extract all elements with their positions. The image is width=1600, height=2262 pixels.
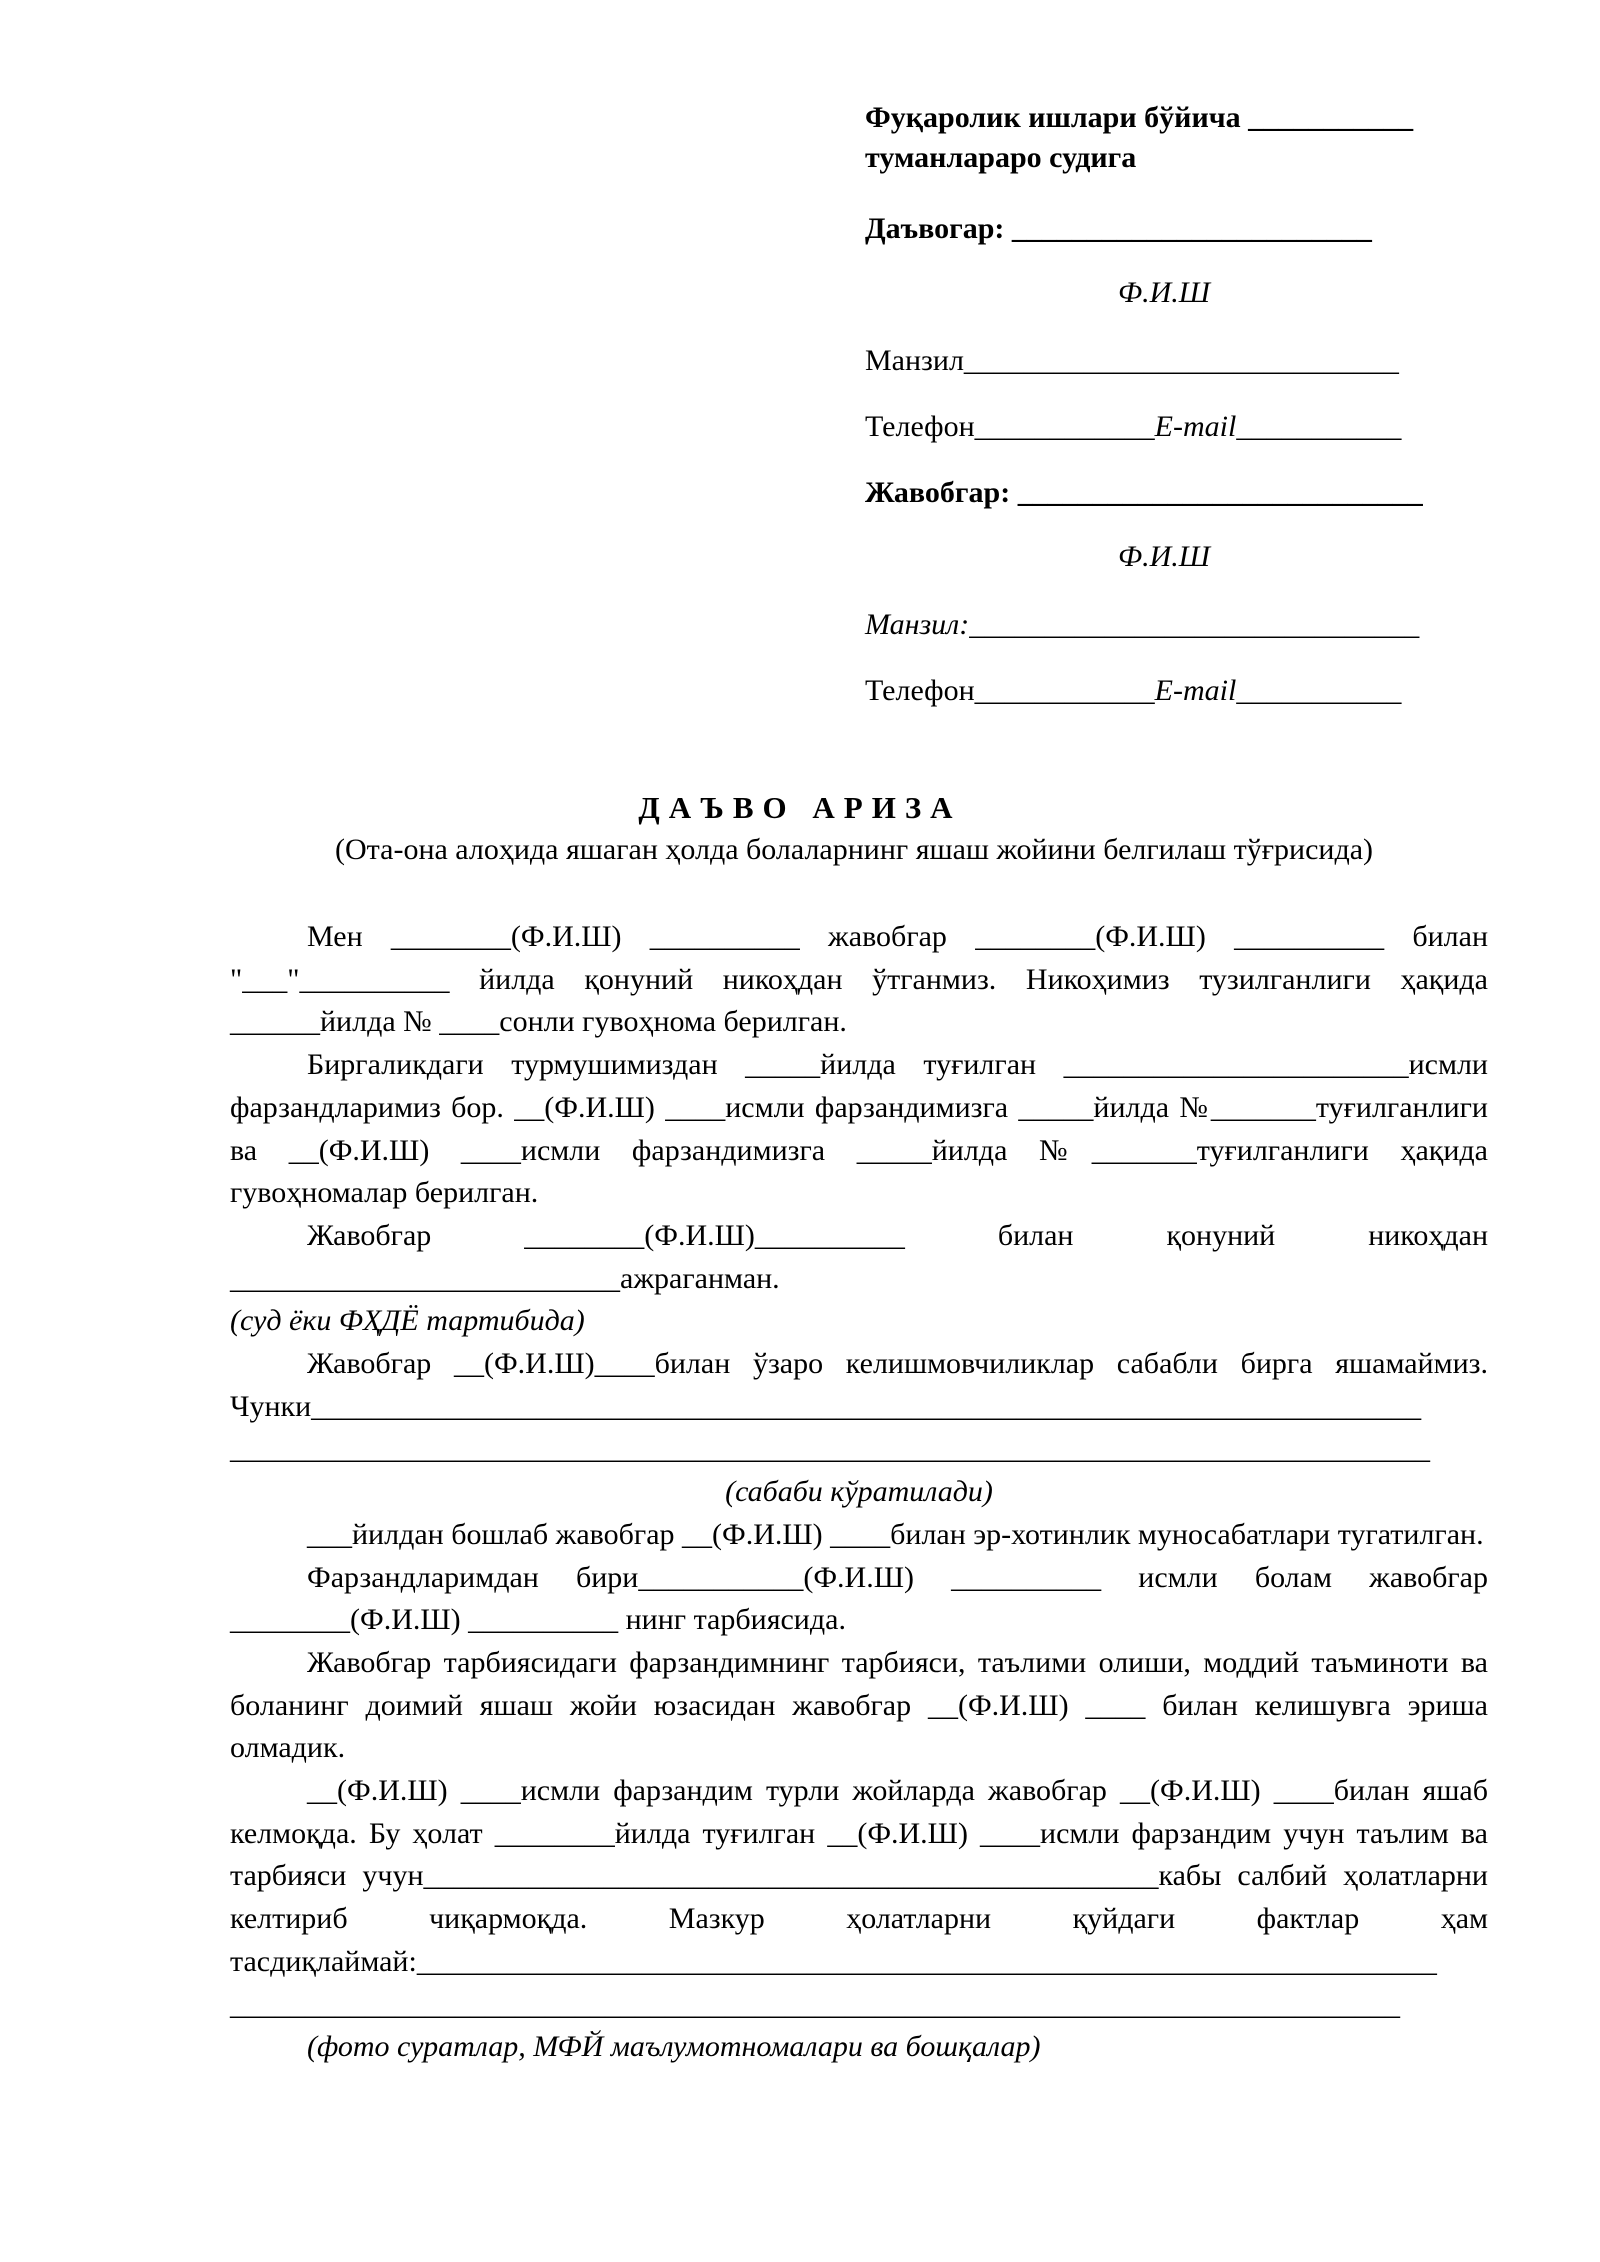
court-line-1: Фуқаролик ишлари бўйича ___________ <box>865 101 1414 134</box>
note-reason: (сабаби кўратилади) <box>725 1475 993 1509</box>
plaintiff-phone: Телефон____________ <box>865 410 1155 443</box>
defendant-email-blank: ___________ <box>1236 674 1402 707</box>
document-title: ДАЪВО АРИЗА <box>638 790 962 825</box>
plaintiff-email-blank: ___________ <box>1236 410 1402 443</box>
defendant-email-label: E-mail <box>1154 674 1237 707</box>
plaintiff-contacts <box>865 407 1401 447</box>
note-evidence: (фото суратлар, МФЙ маълумотномалари ва бошқалар) <box>307 2030 1041 2064</box>
plaintiff-address: Манзил_____________________________ <box>865 344 1399 377</box>
paragraph-relations-ended: ___йилдан бошлаб жавобгар __(Ф.И.Ш) ____билан эр-хотинлик муносабатлари тугатилган. <box>307 1517 1484 1551</box>
note-divorce-procedure: (суд ёки ФҲДЁ тартибида) <box>230 1304 585 1338</box>
paragraph-no-agreement: Жавобгар тарбиясидаги фарзандимнинг тарбияси, таълими олиши, моддий таъминоти ва боланинг доимий яшаш жойи юзасидан жавобгар __(Ф.И.Ш) ____ билан келишувга эриша олмадик. <box>230 1645 1488 1765</box>
plaintiff-email-label: E-mail <box>1154 410 1237 443</box>
paragraph-marriage: Мен ________(Ф.И.Ш) __________ жавобгар ________(Ф.И.Ш) __________ билан "___"__________ йилда қонуний никоҳдан ўтганмиз. Никоҳимиз тузилганлиги ҳақида ______йилда № ____сонли гувоҳнома берилган. <box>230 920 1488 1039</box>
document-subtitle: (Ота-она алоҳида яшаган ҳолда болаларнинг яшаш жойини белгилаш тўғрисида) <box>335 833 1374 866</box>
defendant-label: Жавобгар: ___________________________ <box>865 476 1423 509</box>
paragraph-child-residence: __(Ф.И.Ш) ____исмли фарзандим турли жойларда жавобгар __(Ф.И.Ш) ____билан яшаб келмоқда. Бу ҳолат ________йилда туғилган __(Ф.И.Ш) ____исмли фарзандим учун таълим ва тарбияси учун_________________________________________________кабы салбий ҳолатларни келтириб чиқармоқда. Мазкур ҳолатларни қуйдаги фактлар ҳам тасдиқлаймай:____________________________________________________________________ <box>230 1774 1488 1978</box>
defendant-address: Манзил:______________________________ <box>865 608 1420 641</box>
plaintiff-label: Даъвогар: ________________________ <box>865 212 1372 245</box>
paragraph-separation: Жавобгар __(Ф.И.Ш)____билан ўзаро келишмовчиликлар сабабли бирга яшамаймиз. Чунки__________________________________________________________________________ <box>230 1347 1488 1423</box>
paragraph-children: Биргаликдаги турмушимиздан _____йилда туғилган _______________________исмли фарзандларимиз бор. __(Ф.И.Ш) ____исмли фарзандимизга _____йилда №_______туғилганлиги ва __(Ф.И.Ш) ____исмли фарзандимизга _____йилда №_______туғилганлиги ҳақида гувоҳномалар берилган. <box>230 1048 1488 1210</box>
paragraph-divorce: Жавобгар ________(Ф.И.Ш)__________ билан қонуний никоҳдан __________________________ажраганман. <box>230 1218 1488 1295</box>
paragraph-child-custody: Фарзандларимдан бири___________(Ф.И.Ш) __________ исмли болам жавобгар ________(Ф.И.Ш) __________ нинг тарбиясида. <box>230 1560 1488 1637</box>
defendant-contacts <box>865 671 1401 711</box>
blank-line-reason: ________________________________________________________________________________ <box>230 1432 1430 1466</box>
plaintiff-fio-caption: Ф.И.Ш <box>1118 276 1211 309</box>
blank-line-facts: ______________________________________________________________________________ <box>230 1987 1400 2021</box>
defendant-fio-caption: Ф.И.Ш <box>1118 540 1211 573</box>
defendant-phone: Телефон____________ <box>865 674 1155 707</box>
document-body <box>230 916 1488 2069</box>
court-line-2: туманлараро судига <box>865 141 1137 174</box>
